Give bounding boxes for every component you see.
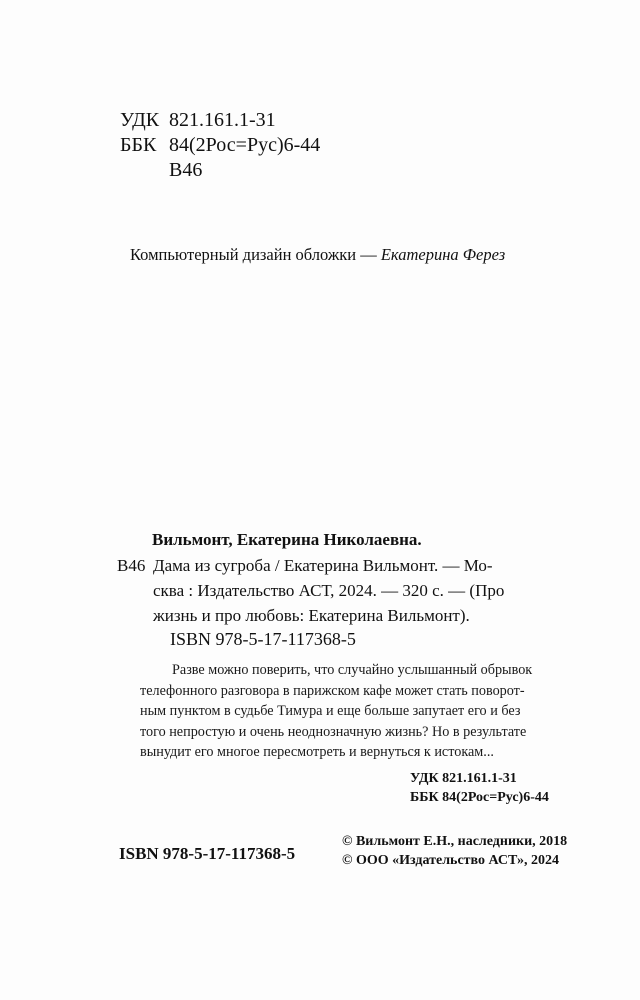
annotation-line: Разве можно поверить, что случайно услышанный обрывок <box>172 662 533 678</box>
annotation-line: того непростую и очень неоднозначную жизнь? Но в результате <box>140 723 527 740</box>
cover-design-text: Компьютерный дизайн обложки — <box>130 245 381 264</box>
copyright-line: © ООО «Издательство АСТ», 2024 <box>342 853 560 868</box>
bbk-value: 84(2Рос=Рус)6-44 <box>169 134 321 156</box>
author-heading: Вильмонт, Екатерина Николаевна. <box>152 530 422 549</box>
bottom-classification-block <box>410 769 549 807</box>
isbn-bottom: ISBN 978-5-17-117368-5 <box>119 844 296 863</box>
bottom-bbk: ББК 84(2Рос=Рус)6-44 <box>410 790 549 805</box>
record-line: жизнь и про любовь: Екатерина Вильмонт). <box>153 606 470 625</box>
udk-row <box>120 108 320 133</box>
annotation-line: ным пунктом в судьбе Тимура и еще больше запутает его и без <box>140 703 521 719</box>
bottom-udk: УДК 821.161.1-31 <box>410 771 517 786</box>
author-sign-row <box>120 158 320 183</box>
copyright-line: © Вильмонт Е.Н., наследники, 2018 <box>342 834 568 849</box>
record-line: сква : Издательство АСТ, 2024. — 320 с. — (Про <box>153 581 505 600</box>
author-sign: В46 <box>169 159 203 181</box>
record-line: Дама из сугроба / Екатерина Вильмонт. — Мо- <box>153 556 493 575</box>
annotation-line: вынудит его многое пересмотреть и вернуться к истокам... <box>140 744 494 760</box>
top-classification-block <box>120 108 320 183</box>
udk-value: 821.161.1-31 <box>169 109 276 131</box>
copyright-block <box>342 832 567 870</box>
udk-label: УДК <box>120 109 160 131</box>
record-author-sign: В46 <box>117 556 146 575</box>
annotation <box>140 660 566 763</box>
annotation-line: телефонного разговора в парижском кафе может стать поворот- <box>140 682 525 699</box>
cover-design-credit <box>130 245 505 265</box>
bbk-label: ББК <box>120 134 157 156</box>
cover-designer-name: Екатерина Ферез <box>380 245 506 264</box>
bibliographic-record <box>117 553 587 628</box>
record-isbn: ISBN 978-5-17-117368-5 <box>170 629 356 649</box>
bbk-row <box>120 133 320 158</box>
